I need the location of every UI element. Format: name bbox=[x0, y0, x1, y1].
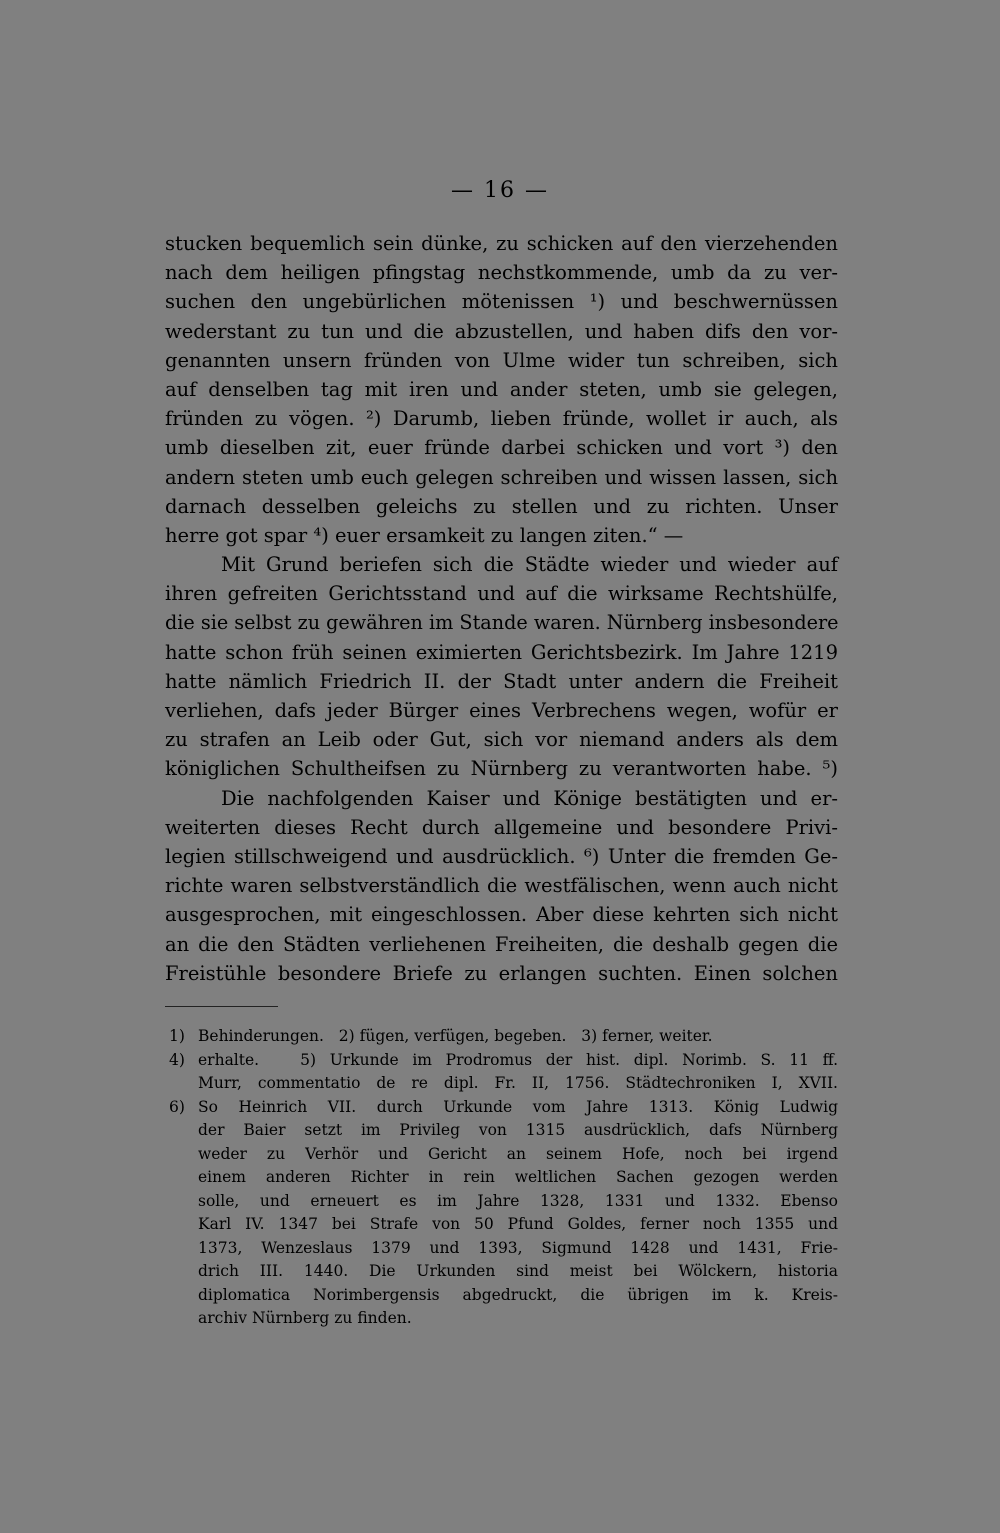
footnote-separator bbox=[165, 1006, 278, 1007]
text-line: hatte nämlich Friedrich II. der Stadt unter andern die Freiheit bbox=[165, 669, 838, 693]
text-line: genannten unsern fründen von Ulme wider tun schreiben, sich bbox=[165, 348, 838, 372]
text-line: Mit Grund beriefen sich die Städte wieder und wieder auf bbox=[221, 553, 838, 577]
text-line: die sie selbst zu gewähren im Stande waren. Nürnberg insbesondere bbox=[165, 611, 839, 635]
page-number: — 16 — bbox=[451, 178, 549, 203]
text-line: Die nachfolgenden Kaiser und Könige bestätigten und er- bbox=[221, 786, 838, 810]
footnote-line: archiv Nürnberg zu finden. bbox=[198, 1309, 412, 1327]
text-line: richte waren selbstverständlich die westfälischen, wenn auch nicht bbox=[165, 874, 838, 898]
text-line: ausgesprochen, mit eingeschlossen. Aber diese kehrten sich nicht bbox=[165, 903, 838, 927]
footnote-line: solle, und erneuert es im Jahre 1328, 1331 und 1332. Ebenso bbox=[198, 1191, 838, 1210]
footnote-line: weder zu Verhör und Gericht an seinem Hofe, noch bei irgend bbox=[198, 1144, 838, 1163]
text-line: legien stillschweigend und ausdrücklich. ⁶) Unter die fremden Ge- bbox=[165, 844, 838, 868]
footnote-line: 1373, Wenzeslaus 1379 und 1393, Sigmund 1428 und 1431, Frie- bbox=[198, 1238, 838, 1257]
footnote-mark: 6) bbox=[169, 1097, 185, 1116]
body-text bbox=[165, 229, 838, 988]
footnote-line: Karl IV. 1347 bei Strafe von 50 Pfund Goldes, ferner noch 1355 und bbox=[198, 1215, 838, 1233]
footnote-line: einem anderen Richter in rein weltlichen Sachen gezogen werden bbox=[198, 1168, 838, 1186]
text-line: hatte schon früh seinen eximierten Gerichtsbezirk. Im Jahre 1219 bbox=[165, 640, 838, 664]
text-line: wederstant zu tun und die abzustellen, und haben difs den vor- bbox=[165, 319, 838, 343]
footnote-row bbox=[169, 1025, 838, 1049]
footnote-line: So Heinrich VII. durch Urkunde vom Jahre 1313. König Ludwig bbox=[198, 1097, 838, 1116]
footnote-mark: 1) bbox=[169, 1027, 185, 1045]
footnote-line bbox=[198, 1025, 838, 1049]
text-line: weiterten dieses Recht durch allgemeine und besondere Privi- bbox=[165, 815, 838, 839]
text-line: Freistühle besondere Briefe zu erlangen suchten. Einen solchen bbox=[165, 961, 838, 985]
footnote-5-text: Urkunde im Prodromus der hist. dipl. Norimb. S. 11 ff. bbox=[329, 1050, 839, 1069]
footnote-line bbox=[198, 1049, 838, 1073]
footnote-mark: 4) bbox=[169, 1050, 185, 1069]
text-line: an die den Städten verliehenen Freiheiten, die deshalb gegen die bbox=[165, 932, 838, 956]
footnote-line: der Baier setzt im Privileg von 1315 ausdrücklich, dafs Nürnberg bbox=[198, 1121, 838, 1139]
footnote-line: Murr, commentatio de re dipl. Fr. II, 1756. Städtechroniken I, XVII. bbox=[198, 1074, 838, 1092]
text-line: stucken bequemlich sein dünke, zu schicken auf den vierzehenden bbox=[165, 232, 838, 255]
text-line: darnach desselben geleichs zu stellen und zu richten. Unser bbox=[165, 494, 838, 518]
text-line: verliehen, dafs jeder Bürger eines Verbrechens wegen, wofür er bbox=[165, 699, 838, 722]
footnote-line: drich III. 1440. Die Urkunden sind meist bei Wölckern, historia bbox=[198, 1262, 838, 1280]
text-line: suchen den ungebürlichen mötenissen ¹) und beschwernüssen bbox=[165, 290, 838, 314]
footnote-5-mark: 5) bbox=[300, 1050, 317, 1069]
footnote-2-text: fügen, verfügen, begeben. bbox=[359, 1027, 567, 1045]
footnote-line: diplomatica Norimbergensis abgedruckt, die übrigen im k. Kreis- bbox=[198, 1285, 838, 1304]
text-line: nach dem heiligen pfingstag nechstkommende, umb da zu ver- bbox=[165, 261, 838, 285]
text-line: umb dieselben zit, euer fründe darbei schicken und vort ³) den bbox=[165, 436, 838, 460]
footnote-row bbox=[169, 1096, 838, 1331]
text-line: auf denselben tag mit iren und ander steten, umb sie gelegen, bbox=[165, 377, 838, 401]
footnote-1-text: Behinderungen. bbox=[198, 1027, 324, 1045]
text-line: herre got spar ⁴) euer ersamkeit zu langen ziten.“ — bbox=[165, 523, 684, 547]
footnotes bbox=[169, 1025, 839, 1331]
footnote-2-mark: 2) bbox=[338, 1027, 355, 1045]
text-line: königlichen Schultheifsen zu Nürnberg zu verantworten habe. ⁵) bbox=[165, 757, 838, 781]
footnote-3-mark: 3) bbox=[581, 1027, 598, 1045]
text-line: andern steten umb euch gelegen schreiben und wissen lassen, sich bbox=[165, 465, 838, 489]
footnote-4-text: erhalte. bbox=[198, 1050, 260, 1069]
text-line: zu strafen an Leib oder Gut, sich vor niemand anders als dem bbox=[165, 728, 838, 752]
text-line: ihren gefreiten Gerichtsstand und auf die wirksame Rechtshülfe, bbox=[165, 582, 838, 606]
text-line: fründen zu vögen. ²) Darumb, lieben fründe, wollet ir auch, als bbox=[165, 407, 838, 431]
footnote-3-text: ferner, weiter. bbox=[602, 1027, 713, 1045]
footnote-row bbox=[169, 1049, 839, 1096]
